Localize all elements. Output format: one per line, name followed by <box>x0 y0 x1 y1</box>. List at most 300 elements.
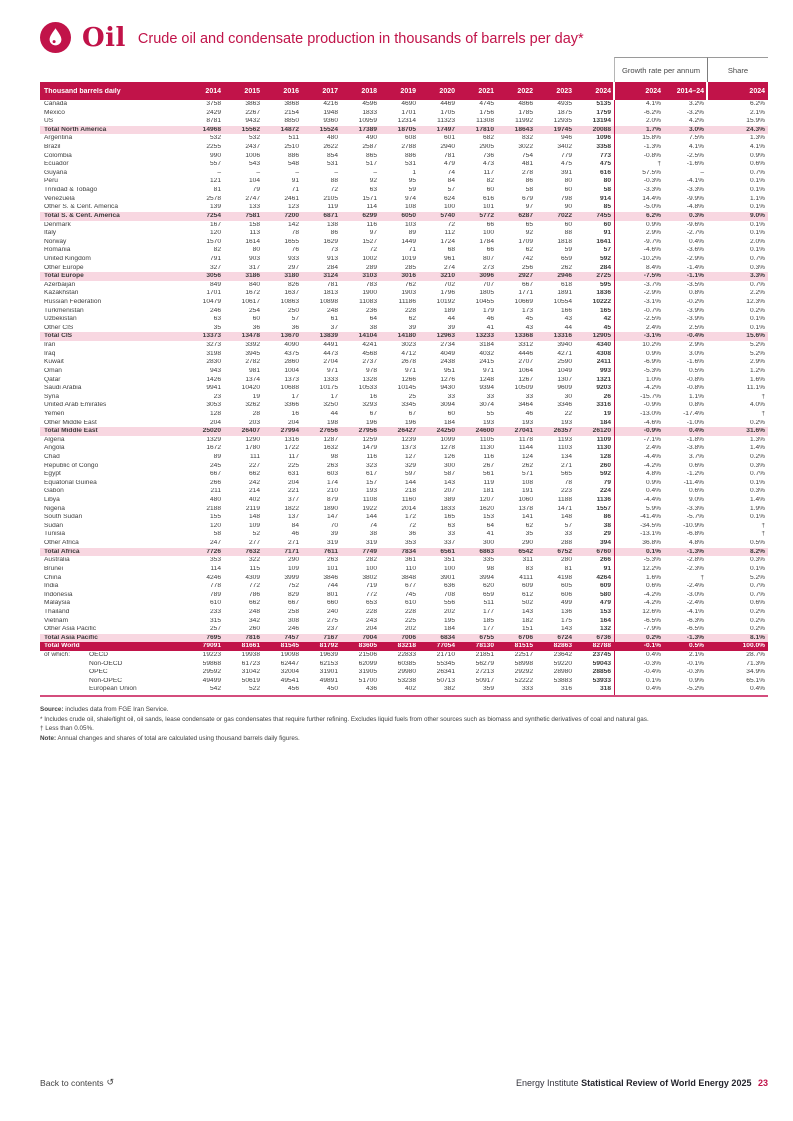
growth-2024-value: -4.2% <box>643 591 661 598</box>
growth-2024-value: 0.4% <box>645 488 661 495</box>
table-row <box>40 341 768 350</box>
year-value: 308 <box>287 617 299 624</box>
year-value: 971 <box>482 367 494 374</box>
year-value: 11323 <box>437 118 455 125</box>
row-label: Total Middle East <box>44 428 98 435</box>
year-value: 66 <box>486 221 494 228</box>
year-value: 1570 <box>206 238 221 245</box>
year-value: 182 <box>521 617 533 624</box>
year-value: 6863 <box>479 548 494 555</box>
year-column-header: 2017 <box>322 87 338 95</box>
year-value: 60 <box>564 187 572 194</box>
share-2024-value: 1.4% <box>749 497 765 504</box>
section-word: Oil <box>82 22 126 53</box>
table-row <box>40 272 768 281</box>
year-value: 207 <box>443 488 455 495</box>
year-value: 745 <box>404 591 416 598</box>
year-value: 4491 <box>323 342 338 349</box>
year-value: 702 <box>443 281 455 288</box>
year-value: 32004 <box>280 669 299 676</box>
year-value: 4375 <box>284 350 299 357</box>
growth-2014-24-value: 2.1% <box>688 652 704 658</box>
year-value: 60 <box>603 221 611 228</box>
share-2024-value: 0.1% <box>749 324 765 331</box>
table-row <box>40 134 768 143</box>
footnote-line: * Includes crude oil, shale/tight oil, oil sands, lease condensate or gas condensates that require further refining. Excludes liquid fuels from other sources such as biomass and synthetic derivatives of coal and natural gas. <box>40 715 649 723</box>
table-row <box>40 384 768 393</box>
table-header-row <box>40 82 768 100</box>
year-value: 144 <box>404 479 416 486</box>
growth-2014-24-value: 0.8% <box>688 402 704 409</box>
year-value: 1333 <box>323 376 338 383</box>
year-value: 1655 <box>284 238 299 245</box>
year-value: 117 <box>483 169 494 176</box>
growth-2014-24-value: 3.0% <box>688 350 704 357</box>
year-value: 1771 <box>518 290 533 297</box>
year-value: 26427 <box>397 428 416 435</box>
share-2024-value: 0.1% <box>749 565 765 572</box>
year-value: 6299 <box>362 212 377 219</box>
row-label: Brunei <box>44 565 64 572</box>
row-label: Sudan <box>44 522 64 529</box>
year-value: 605 <box>560 583 572 590</box>
year-value: 6706 <box>518 634 533 641</box>
year-value: 57 <box>564 522 572 529</box>
year-value: 35 <box>525 531 533 538</box>
year-value: 473 <box>482 161 494 168</box>
year-column-header: 2018 <box>361 87 377 95</box>
year-value: 3124 <box>323 273 338 280</box>
share-2024-value: 0.2% <box>749 608 765 615</box>
column-gap <box>613 82 615 100</box>
table-row <box>40 195 768 204</box>
share-2024-value: 8.1% <box>749 634 765 641</box>
year-value: 21851 <box>475 652 494 658</box>
growth-2024-value: -3.1% <box>643 333 661 340</box>
row-label: Guyana <box>44 169 68 176</box>
year-column-header: 2015 <box>244 87 260 95</box>
year-value: 10479 <box>202 299 221 306</box>
year-value: 1426 <box>206 376 221 383</box>
table-row <box>40 315 768 324</box>
year-value: 1193 <box>557 436 572 443</box>
year-value: 9432 <box>245 118 260 125</box>
table-row <box>40 599 768 608</box>
year-value: 849 <box>209 281 221 288</box>
year-value: 1449 <box>401 238 416 245</box>
year-value: 1109 <box>596 436 611 443</box>
year-value: 1290 <box>245 436 260 443</box>
year-value: 3901 <box>440 574 455 581</box>
year-value: 185 <box>482 617 494 624</box>
year-value: 4198 <box>557 574 572 581</box>
page-title: Crude oil and condensate production in thousands of barrels per day* <box>137 31 584 47</box>
year-value: 3316 <box>596 402 611 409</box>
year-value: 17497 <box>436 126 455 133</box>
year-value: 2411 <box>596 359 611 366</box>
year-value: 333 <box>521 686 533 693</box>
year-value: 83218 <box>397 643 416 650</box>
year-value: 29292 <box>514 669 533 676</box>
growth-2024-value: 4.1% <box>645 101 661 107</box>
year-value: 258 <box>287 608 299 615</box>
year-value: 660 <box>326 600 338 607</box>
year-value: 990 <box>209 152 221 159</box>
year-value: 394 <box>599 540 611 547</box>
year-value: 1805 <box>479 290 494 297</box>
year-value: 10863 <box>280 299 299 306</box>
year-value: 84 <box>447 178 455 185</box>
share-2024-value: 0.1% <box>749 230 765 237</box>
year-value: 225 <box>287 462 299 469</box>
share-2024-value: 1.4% <box>749 445 765 452</box>
growth-2014-24-value: 2.5% <box>688 324 704 331</box>
share-2024-value: 31.6% <box>746 428 765 435</box>
year-value: 13368 <box>514 333 533 340</box>
year-value: 1891 <box>557 290 572 297</box>
year-value: 60 <box>252 316 260 323</box>
year-value: 24250 <box>436 428 455 435</box>
share-2024-value: 0.9% <box>749 152 765 159</box>
year-value: 620 <box>482 583 494 590</box>
year-value: 1259 <box>362 436 377 443</box>
year-value: 798 <box>560 195 572 202</box>
share-2024-value: † <box>761 393 765 400</box>
share-2024-value: 4.0% <box>749 402 765 409</box>
year-value: 59 <box>408 187 416 194</box>
year-value: 143 <box>521 608 533 615</box>
year-value: 19938 <box>241 652 260 658</box>
year-value: 659 <box>560 255 572 262</box>
year-value: 2782 <box>245 359 260 366</box>
row-label: Chad <box>44 453 60 460</box>
year-value: 3464 <box>518 402 533 409</box>
year-value: 7726 <box>206 548 221 555</box>
growth-2024-value: -0.4% <box>643 669 661 676</box>
year-value: 1178 <box>518 436 533 443</box>
year-value: 143 <box>443 479 455 486</box>
year-value: 27956 <box>358 428 377 435</box>
year-value: 1571 <box>362 195 377 202</box>
year-value: 3094 <box>440 402 455 409</box>
row-label: Non-OPEC <box>89 677 122 684</box>
year-value: 3999 <box>284 574 299 581</box>
year-value: 7632 <box>245 548 260 555</box>
year-value: 2188 <box>206 505 221 512</box>
growth-2014-24-value: 0.3% <box>688 212 704 219</box>
year-value: 7167 <box>323 634 338 641</box>
year-value: 662 <box>248 471 260 478</box>
year-value: 13373 <box>202 333 221 340</box>
growth-2014-24-value: -3.3% <box>686 187 704 194</box>
year-value: 62 <box>525 522 533 529</box>
share-2024-value: 1.6% <box>749 376 765 383</box>
growth-2024-value: 12.2% <box>642 565 661 572</box>
year-value: 52 <box>252 531 260 538</box>
row-label: US <box>44 118 54 125</box>
growth-2024-value: -5.3% <box>643 367 661 374</box>
year-value: 203 <box>248 419 260 426</box>
year-value: 19098 <box>280 652 299 658</box>
year-value: 3016 <box>401 273 416 280</box>
row-label: Romania <box>44 247 71 254</box>
table-row <box>40 281 768 290</box>
year-value: 10898 <box>319 299 338 306</box>
growth-2024-value: -7.9% <box>643 626 661 633</box>
year-value: 2678 <box>401 359 416 366</box>
year-value: 1329 <box>206 436 221 443</box>
year-value: 2590 <box>557 359 572 366</box>
year-value: 22517 <box>514 652 533 658</box>
year-value: 1784 <box>479 238 494 245</box>
row-label: Mexico <box>44 109 65 116</box>
share-2024-value: 0.3% <box>749 264 765 271</box>
year-value: 12935 <box>553 118 572 125</box>
table-row <box>40 479 768 488</box>
row-label: Canada <box>44 101 68 107</box>
row-label: Other Europe <box>44 264 84 271</box>
year-value: 166 <box>560 307 572 314</box>
year-value: 12905 <box>592 333 611 340</box>
year-value: 90 <box>564 204 572 211</box>
year-value: 2578 <box>206 195 221 202</box>
growth-2014-24-value: 3.7% <box>688 453 704 460</box>
year-value: 10420 <box>241 385 260 392</box>
growth-2024-value: -5.3% <box>643 557 661 564</box>
growth-2024-value: -0.9% <box>643 428 661 435</box>
table-row <box>40 625 768 634</box>
year-value: 280 <box>560 557 572 564</box>
year-value: 260 <box>248 626 260 633</box>
year-value: 719 <box>365 583 377 590</box>
growth-2024-value: 2.4% <box>645 445 661 452</box>
year-value: 28856 <box>592 669 611 676</box>
table-row <box>40 685 768 694</box>
year-value: 27213 <box>475 669 494 676</box>
year-value: 742 <box>521 255 533 262</box>
growth-2024-value: -7.1% <box>643 436 661 443</box>
growth-2024-value: 5.9% <box>645 505 661 512</box>
year-value: 35 <box>213 324 221 331</box>
year-value: 6287 <box>518 212 533 219</box>
year-value: 832 <box>521 135 533 142</box>
year-value: 480 <box>209 497 221 504</box>
year-value: 1103 <box>557 445 572 452</box>
year-value: 3293 <box>362 402 377 409</box>
growth-2024-value: -6.9% <box>643 359 661 366</box>
year-value: 677 <box>404 583 416 590</box>
year-value: – <box>256 169 260 176</box>
year-value: 193 <box>482 419 494 426</box>
share-2024-value: 6.2% <box>749 101 765 107</box>
year-value: 481 <box>521 161 533 168</box>
year-value: 120 <box>209 522 221 529</box>
of-which-prefix: of which: <box>44 652 71 658</box>
year-value: 3198 <box>206 350 221 357</box>
year-value: 151 <box>521 626 533 633</box>
table-row <box>40 608 768 617</box>
growth-2024-value: -0.1% <box>643 643 661 650</box>
table-row <box>40 496 768 505</box>
year-value: 2267 <box>245 109 260 116</box>
year-value: 6561 <box>440 548 455 555</box>
year-value: 184 <box>599 419 611 426</box>
growth-2024-value: -1.3% <box>643 144 661 151</box>
back-to-contents-label: Back to contents <box>40 1077 104 1088</box>
year-value: 63 <box>447 522 455 529</box>
year-value: 10617 <box>241 299 260 306</box>
year-value: 1064 <box>518 367 533 374</box>
year-value: 100 <box>443 565 455 572</box>
share-2024-value: 0.6% <box>749 600 765 607</box>
year-value: 382 <box>443 686 455 693</box>
year-value: 177 <box>482 608 494 615</box>
year-value: 225 <box>404 617 416 624</box>
table-row <box>40 255 768 264</box>
year-value: 511 <box>288 135 299 142</box>
year-value: 58 <box>525 187 533 194</box>
year-value: – <box>373 169 377 176</box>
share-2024-value: 0.1% <box>749 178 765 185</box>
year-value: 83 <box>525 565 533 572</box>
year-value: 1709 <box>518 238 533 245</box>
year-value: 81545 <box>280 643 299 650</box>
year-value: 1922 <box>362 505 377 512</box>
year-column-header: 2019 <box>400 87 416 95</box>
table-row <box>40 246 768 255</box>
year-value: 1004 <box>284 367 299 374</box>
row-label: South Sudan <box>44 514 83 521</box>
growth-2024-value: † <box>657 161 661 168</box>
table-row <box>40 565 768 574</box>
year-value: 10222 <box>592 299 611 306</box>
growth-2024-value: -2.9% <box>643 290 661 297</box>
year-value: 136 <box>560 608 572 615</box>
growth-2014-24-value: -0.8% <box>686 385 704 392</box>
year-value: 175 <box>560 617 572 624</box>
growth-2024-value: -4.4% <box>643 497 661 504</box>
year-value: 59043 <box>592 660 611 667</box>
year-value: 246 <box>287 626 299 633</box>
year-value: 1822 <box>284 505 299 512</box>
table-row <box>40 186 768 195</box>
share-2024-value: 0.4% <box>749 686 765 693</box>
year-value: 1641 <box>596 238 611 245</box>
year-value: 59220 <box>553 660 572 667</box>
growth-2014-24-value: 0.4% <box>688 428 704 435</box>
row-label: Malaysia <box>44 600 71 607</box>
year-value: 158 <box>248 221 260 228</box>
year-value: 3023 <box>401 342 416 349</box>
year-value: 101 <box>482 204 494 211</box>
year-value: 81 <box>564 565 572 572</box>
year-value: 4690 <box>401 101 416 107</box>
year-value: 44 <box>447 316 455 323</box>
growth-2014-24-value: -5.2% <box>686 686 704 693</box>
share-2024-value: 1.3% <box>749 135 765 142</box>
year-value: 23745 <box>592 652 611 658</box>
year-value: 173 <box>521 307 533 314</box>
growth-2024-value: 0.1% <box>645 548 661 555</box>
growth-2014-24-value: -2.4% <box>686 600 704 607</box>
year-value: 114 <box>366 204 377 211</box>
year-value: 45 <box>525 316 533 323</box>
year-value: 5135 <box>596 101 611 107</box>
growth-2024-value: 0.4% <box>645 652 661 658</box>
year-value: 3346 <box>557 402 572 409</box>
share-2024-value: 1.9% <box>749 505 765 512</box>
year-value: 450 <box>326 686 338 693</box>
year-value: 1705 <box>440 109 455 116</box>
year-value: 85 <box>603 204 611 211</box>
year-value: 4308 <box>596 350 611 357</box>
year-value: 210 <box>326 488 338 495</box>
row-label: Libya <box>44 497 60 504</box>
share-2024-value: 4.1% <box>749 144 765 151</box>
year-value: 10509 <box>514 385 533 392</box>
year-value: 297 <box>287 264 299 271</box>
share-2024-value: † <box>761 522 765 529</box>
year-value: 6760 <box>596 548 611 555</box>
year-value: 123 <box>287 204 299 211</box>
year-value: 22 <box>564 410 572 417</box>
year-value: 1785 <box>518 109 533 116</box>
year-value: 248 <box>326 307 338 314</box>
year-value: 329 <box>404 462 416 469</box>
year-value: 826 <box>287 281 299 288</box>
year-value: 81792 <box>319 643 338 650</box>
growth-2014-24-value: -4.1% <box>686 608 704 615</box>
year-value: 30 <box>564 393 572 400</box>
year-value: 12963 <box>436 333 455 340</box>
year-value: 88 <box>330 178 338 185</box>
growth-2024-value: -0.3% <box>643 178 661 185</box>
growth-2014-24-value: -3.5% <box>686 281 704 288</box>
year-value: 91 <box>603 230 611 237</box>
growth-2024-value: 0.9% <box>645 479 661 486</box>
year-value: 70 <box>330 522 338 529</box>
growth-2014-24-value: 0.6% <box>688 462 704 469</box>
table-row <box>40 505 768 514</box>
footnote-line: † Less than 0.05%. <box>40 725 94 733</box>
year-value: 3312 <box>518 342 533 349</box>
table-row <box>40 229 768 238</box>
year-value: 903 <box>248 255 260 262</box>
year-value: 9360 <box>323 118 338 125</box>
row-label: Russian Federation <box>44 299 102 306</box>
year-value: 10192 <box>436 299 455 306</box>
table-row <box>40 436 768 445</box>
year-value: 1813 <box>323 290 338 297</box>
year-value: 50619 <box>241 677 260 684</box>
year-value: 391 <box>560 169 572 176</box>
year-value: 5772 <box>479 212 494 219</box>
year-value: 7816 <box>245 634 260 641</box>
year-value: 6752 <box>557 548 572 555</box>
year-value: 786 <box>248 591 260 598</box>
growth-2014-24-value: 3.0% <box>688 126 704 133</box>
year-value: 72 <box>408 522 416 529</box>
year-value: 282 <box>365 557 377 564</box>
year-value: 317 <box>248 264 260 271</box>
year-value: 7022 <box>557 212 572 219</box>
growth-2024-value: -3.1% <box>643 299 661 306</box>
year-value: 659 <box>482 591 494 598</box>
year-value: 531 <box>326 161 338 168</box>
growth-2014-24-value: -3.9% <box>686 316 704 323</box>
back-to-contents-link[interactable] <box>40 1077 114 1088</box>
growth-2014-24-value: -4.8% <box>686 204 704 211</box>
